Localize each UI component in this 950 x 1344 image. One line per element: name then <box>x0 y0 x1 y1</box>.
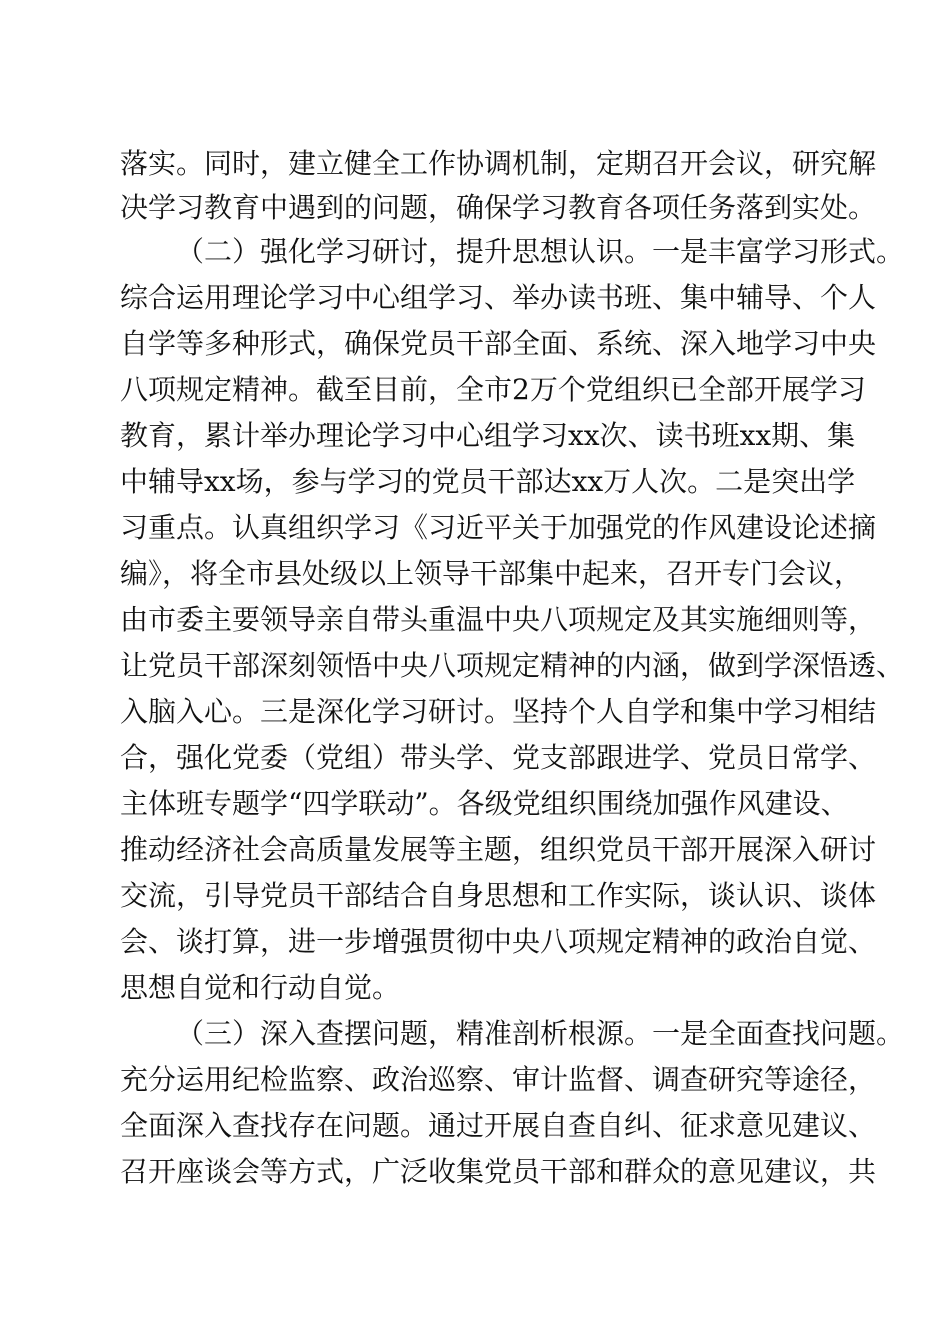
text-line: 决学习教育中遇到的问题，确保学习教育各项任务落到实处。 <box>120 191 877 224</box>
text-line: 充分运用纪检监察、政治巡察、审计监督、调查研究等途径， <box>120 1063 877 1096</box>
section-heading-2: （二）强化学习研讨，提升思想认识。一是丰富学习形式。 <box>176 235 905 268</box>
text-line: 编》，将全市县处级以上领导干部集中起来，召开专门会议， <box>120 557 863 590</box>
text-line: 八项规定精神。截至目前，全市2万个党组织已全部开展学习 <box>120 373 866 406</box>
text-line: 全面深入查找存在问题。通过开展自查自纠、征求意见建议、 <box>120 1109 877 1142</box>
section-heading-3: （三）深入查摆问题，精准剖析根源。一是全面查找问题。 <box>176 1017 905 1050</box>
text-line: 召开座谈会等方式，广泛收集党员干部和群众的意见建议，共 <box>120 1155 877 1188</box>
text-line: 综合运用理论学习中心组学习、举办读书班、集中辅导、个人 <box>120 281 877 314</box>
text-line: 落实。同时，建立健全工作协调机制，定期召开会议，研究解 <box>120 147 877 180</box>
text-line: 教育，累计举办理论学习中心组学习xx次、读书班xx期、集 <box>120 419 856 452</box>
text-line: 推动经济社会高质量发展等主题，组织党员干部开展深入研讨 <box>120 833 877 866</box>
text-line: 交流，引导党员干部结合自身思想和工作实际，谈认识、谈体 <box>120 879 877 912</box>
text-line: 由市委主要领导亲自带头重温中央八项规定及其实施细则等， <box>120 603 877 636</box>
text-line: 入脑入心。三是深化学习研讨。坚持个人自学和集中学习相结 <box>120 695 877 728</box>
text-line: 会、谈打算，进一步增强贯彻中央八项规定精神的政治自觉、 <box>120 925 877 958</box>
text-line: 自学等多种形式，确保党员干部全面、系统、深入地学习中央 <box>120 327 877 360</box>
text-line: 习重点。认真组织学习《习近平关于加强党的作风建设论述摘 <box>120 511 877 544</box>
text-line: 中辅导xx场，参与学习的党员干部达xx万人次。二是突出学 <box>120 465 856 498</box>
text-line: 思想自觉和行动自觉。 <box>120 971 401 1004</box>
text-line: 让党员干部深刻领悟中央八项规定精神的内涵，做到学深悟透、 <box>120 649 905 682</box>
text-line: 主体班专题学“四学联动”。各级党组织围绕加强作风建设、 <box>120 787 849 820</box>
text-line: 合，强化党委（党组）带头学、党支部跟进学、党员日常学、 <box>120 741 877 774</box>
